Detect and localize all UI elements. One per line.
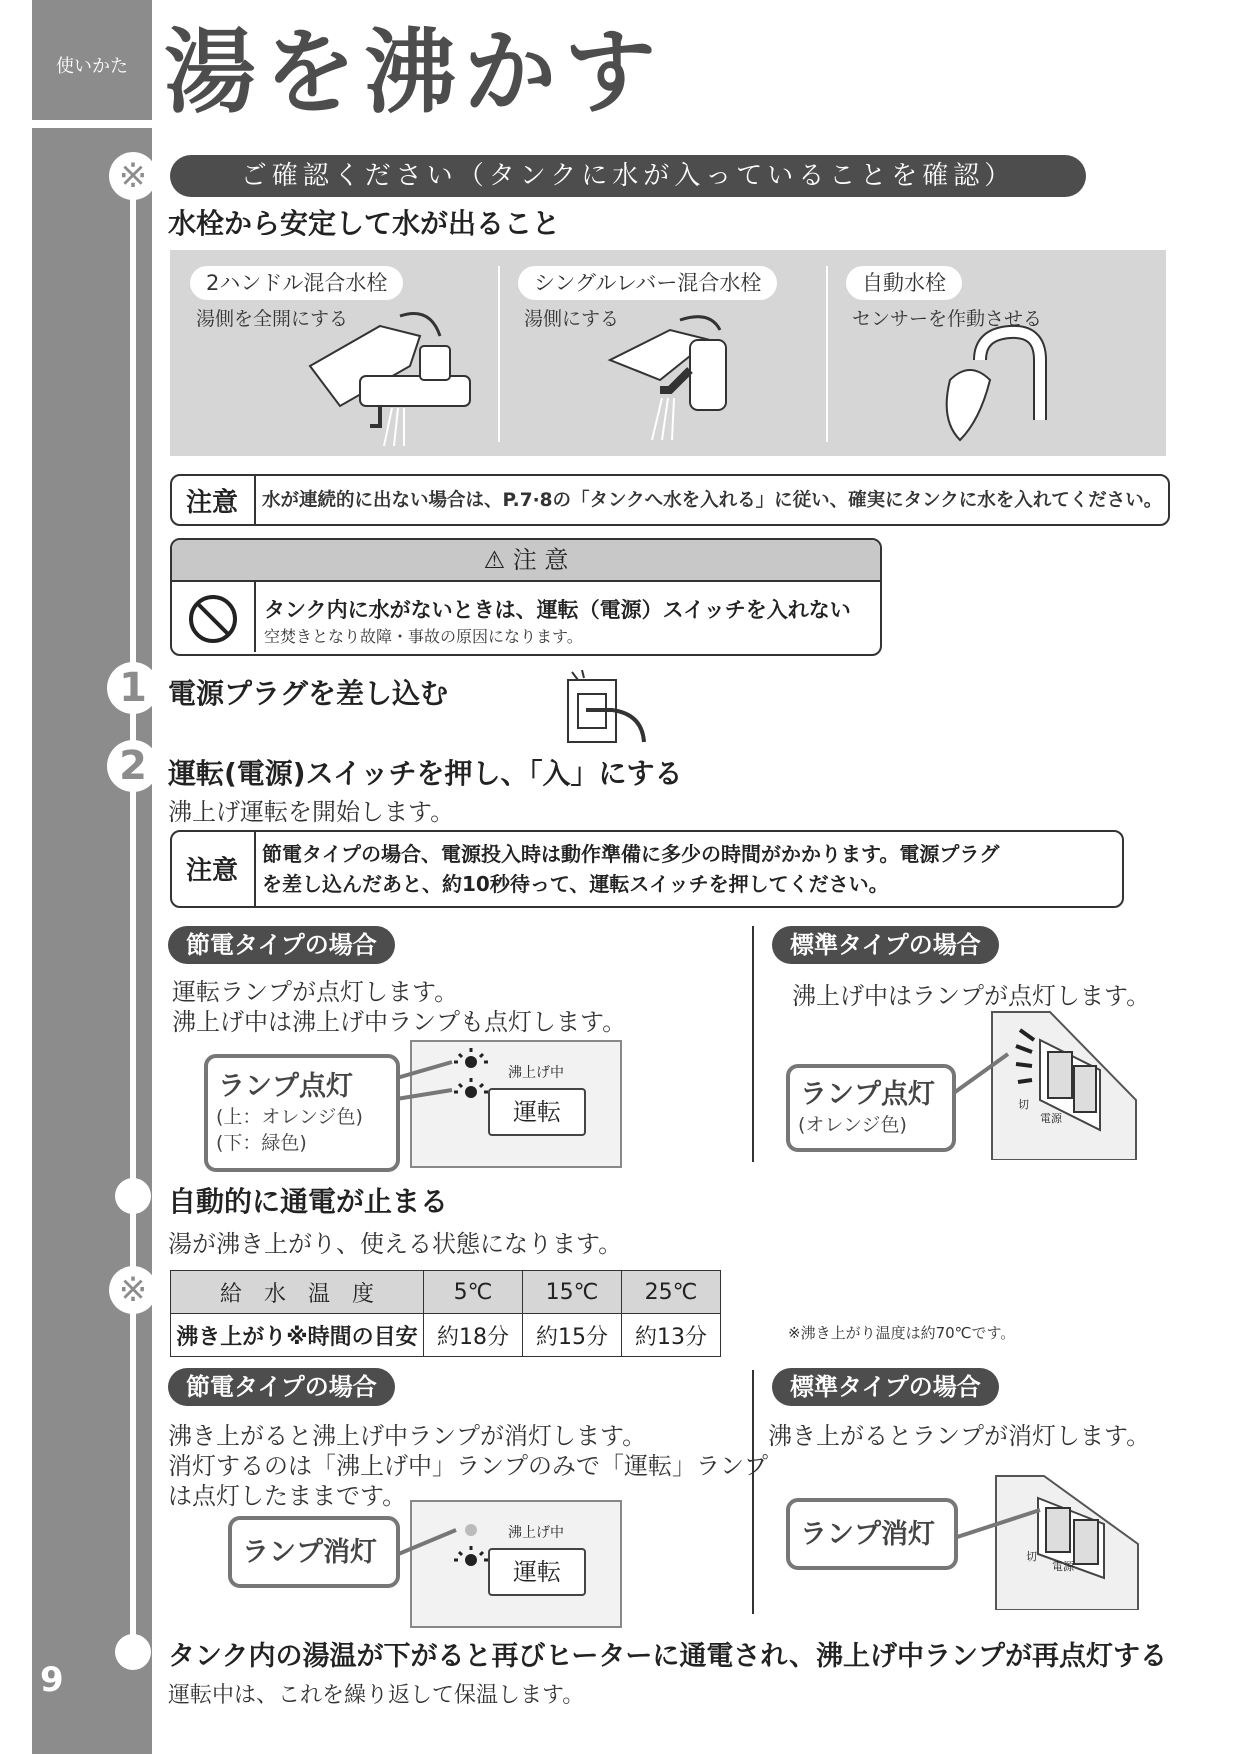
lamp-off-standard-line-1: 沸き上がるとランプが消灯します。 [768,1422,1151,1450]
timeline-dot [115,1178,151,1214]
saving-type-pill: 節電タイプの場合 [168,926,395,964]
switch-power-label: 電源 [1040,1112,1062,1125]
callout-pointer [948,1500,1048,1550]
step-2-number: 2 [107,740,159,792]
table-header: 5℃ [424,1271,523,1314]
step-2-sub: 沸上げ運転を開始します。 [168,798,455,826]
switch-off-label: 切 [1026,1550,1037,1563]
note-divider [254,476,256,524]
page-number: 9 [40,1660,64,1700]
lamp-off-saving-line-2: 消灯するのは「沸上げ中」ランプのみで「運転」ランプ [168,1452,768,1480]
final-heading: タンク内の湯温が下がると再びヒーターに通電され、沸上げ中ランプが再点灯する [168,1641,1167,1672]
prohibition-icon [186,592,240,646]
run-button: 運転 [488,1548,586,1596]
callout-title: ランプ点灯 [800,1079,935,1110]
callout-title: ランプ点灯 [218,1071,353,1102]
single-lever-faucet-illustration [600,310,780,446]
table-header: 25℃ [622,1271,721,1314]
faucet-name-pill: 2ハンドル混合水栓 [190,266,403,300]
callout-title: ランプ消灯 [242,1537,377,1568]
table-footnote: ※沸き上がり温度は約70℃です。 [788,1324,1016,1342]
table-cell: 約13分 [622,1314,721,1357]
sidebar-divider [32,120,152,128]
faucet-name-pill: 自動水栓 [846,266,962,300]
boiling-lamp-label: 沸上げ中 [508,1065,564,1081]
callout-line-1: (オレンジ色) [798,1114,907,1136]
table-header: 15℃ [523,1271,622,1314]
table-cell: 約18分 [424,1314,523,1357]
power-plug-illustration [562,670,652,744]
lamp-off-saving-line-1: 沸き上がると沸上げ中ランプが消灯します。 [168,1422,647,1450]
column-divider [752,926,754,1162]
asterisk-marker-icon: ※ [109,152,157,200]
faucet-name-pill: シングルレバー混合水栓 [518,266,777,300]
callout-title: ランプ消灯 [800,1519,935,1550]
standard-type-pill: 標準タイプの場合 [772,926,999,964]
callout-pointer [390,1060,460,1120]
note-label: 注意 [185,488,238,518]
section-label: 使いかた [56,56,128,77]
lamp-on-saving-line-1: 運転ランプが点灯します。 [172,978,459,1006]
step-timeline-line [130,160,136,1660]
step-1-text: 電源プラグを差し込む [168,677,449,710]
lamp-on-standard-line-1: 沸上げ中はランプが点灯します。 [792,982,1151,1010]
switch-off-label: 切 [1018,1098,1029,1111]
step-1-number: 1 [107,662,159,714]
table-cell: 約15分 [523,1314,622,1357]
table-header: 給 水 温 度 [171,1271,424,1314]
faucet-instruction: 湯側を全開にする [196,308,349,330]
standard-type-pill: 標準タイプの場合 [772,1368,999,1406]
column-divider [752,1370,754,1614]
panel-divider [826,266,828,442]
asterisk-marker-icon: ※ [109,1266,157,1314]
step-2-text: 運転(電源)スイッチを押し、「入」にする [168,757,683,790]
caution-header: ⚠ 注 意 [172,540,880,582]
page-title: 湯を沸かす [164,19,665,126]
caution-line-1: タンク内に水がないときは、運転（電源）スイッチを入れない [264,598,851,622]
callout-line-1: (上：オレンジ色) [216,1106,363,1128]
note-label: 注意 [185,856,238,886]
heating-time-table [170,1270,721,1357]
lamp-off-saving-line-3: は点灯したままです。 [168,1482,407,1510]
note-line-2: を差し込んだあと、約10秒待って、運転スイッチを押してください。 [262,872,889,896]
faucet-instruction: センサーを作動させる [852,308,1043,330]
note-text: 水が連続的に出ない場合は、P.7·8の「タンクへ水を入れる」に従い、確実にタンクに水を入れてください。 [262,490,1163,511]
table-row-label: 沸き上がり※時間の目安 [171,1314,424,1357]
timeline-dot [115,1634,151,1670]
caution-line-2: 空焚きとなり故障・事故の原因になります。 [264,627,583,646]
boiling-lamp-label: 沸上げ中 [508,1525,564,1541]
run-button: 運転 [488,1088,586,1136]
auto-stop-heading: 自動的に通電が止まる [168,1185,449,1218]
panel-divider [498,266,500,442]
confirm-banner: ご確認ください（タンクに水が入っていることを確認） [170,155,1086,197]
water-heading: 水栓から安定して水が出ること [168,207,561,240]
two-handle-faucet-illustration [300,296,490,446]
note-line-1: 節電タイプの場合、電源投入時は動作準備に多少の時間がかかります。電源プラグ [262,842,1000,866]
note-divider [254,832,256,906]
lamp-on-saving-line-2: 沸上げ中は沸上げ中ランプも点灯します。 [172,1008,627,1036]
auto-stop-sub: 湯が沸き上がり、使える状態になります。 [168,1230,623,1258]
final-sub: 運転中は、これを繰り返して保温します。 [168,1683,585,1708]
faucet-instruction: 湯側にする [524,308,620,330]
automatic-faucet-illustration [930,320,1070,448]
caution-divider [254,582,256,652]
saving-type-pill: 節電タイプの場合 [168,1368,395,1406]
callout-line-2: (下：緑色) [216,1132,307,1154]
switch-power-label: 電源 [1052,1560,1074,1573]
